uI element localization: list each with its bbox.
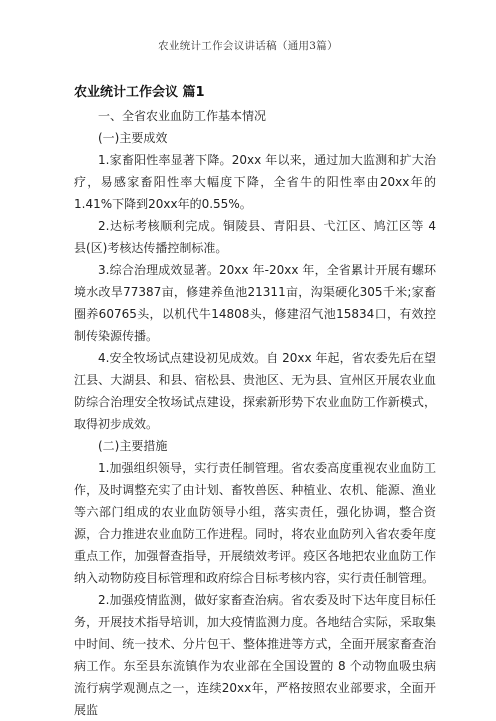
document-header: 农业统计工作会议讲话稿（通用3篇）: [158, 40, 338, 52]
paragraph-assessment-completed: 2.达标考核顺利完成。铜陵县、青阳县、弋江区、鸠江区等 4 县(区)考核达传播控制标准。: [74, 219, 436, 255]
section-heading-basic-situation: 一、全省农业血防工作基本情况: [98, 109, 267, 123]
paragraph-comprehensive-governance: 3.综合治理成效显著。20xx 年-20xx 年，全省累计开展有螺环境水改旱77387亩，修建养鱼池21311亩，沟渠硬化305千米;家畜圈养60765头，以机代牛14808头，修建沼气池15834口，有效控制传染源传播。: [74, 263, 436, 343]
paragraph-organizational-leadership: 1.加强组织领导，实行责任制管理。省农委高度重视农业血防工作，及时调整充实了由计划、畜牧兽医、种植业、农机、能源、渔业等六部门组成的农业血防领导小组，落实责任，强化协调，整合资源，合力推进农业血防工作进程。同时，将农业血防列入省农委年度重点工作，加强督查指导，开展绩效考评。疫区各地把农业血防工作纳入动物防疫目标管理和政府综合目标考核内容，实行责任制管理。: [74, 461, 436, 585]
article-title: 农业统计工作会议 篇1: [74, 85, 205, 100]
subsection-heading-measures: (二)主要措施: [98, 439, 168, 453]
paragraph-livestock-positive-rate: 1.家畜阳性率显著下降。20xx 年以来，通过加大监测和扩大治疗，易感家畜阳性率大幅度下降，全省牛的阳性率由20xx年的1.41%下降到20xx年的0.55%。: [74, 153, 436, 211]
paragraph-epidemic-monitoring: 2.加强疫情监测，做好家畜查治病。省农委及时下达年度目标任务，开展技术指导培训，加大疫情监测力度。各地结合实际，采取集中时间、统一技术、分片包干、整体推进等方式，全面开展家畜查治病工作。东至县东流镇作为农业部在全国设置的 8 个动物血吸虫病流行病学观测点之一，连续20xx年，严格按照农业部要求，全面开展监: [74, 593, 436, 717]
document-body: [74, 84, 436, 721]
paragraph-safe-pasture-pilot: 4.安全牧场试点建设初见成效。自 20xx 年起，省农委先后在望江县、大湖县、和县、宿松县、贵池区、无为县、宣州区开展农业血防综合治理安全牧场试点建设，探索新形势下农业血防工作新模式，取得初步成效。: [74, 351, 436, 431]
subsection-heading-achievements: (一)主要成效: [98, 131, 168, 145]
